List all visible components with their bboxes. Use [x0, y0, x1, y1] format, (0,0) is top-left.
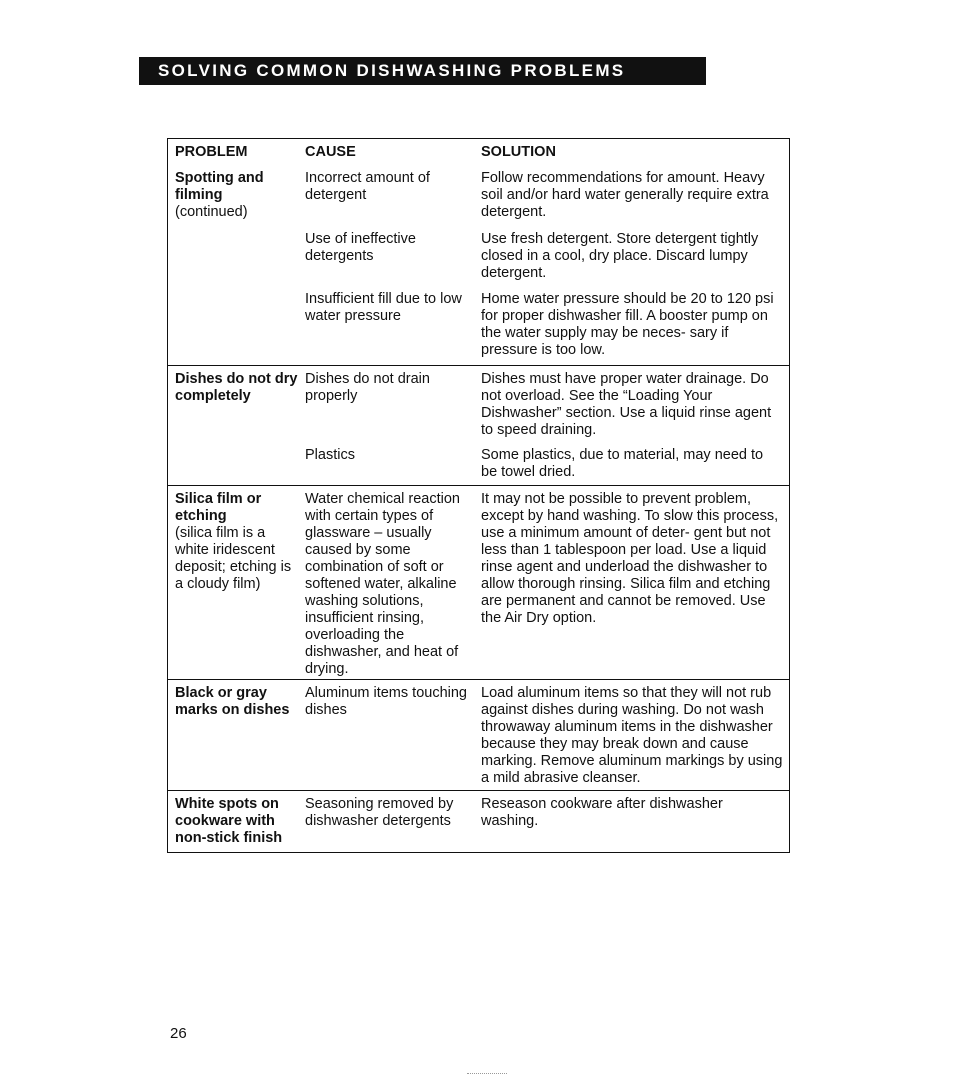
problem-cell — [175, 491, 303, 593]
cause-text: Seasoning removed by dishwasher detergents — [305, 796, 454, 829]
footer-divider — [467, 1073, 507, 1075]
solution-text: Use fresh detergent. Store detergent tightly closed in a cool, dry place. Discard lumpy detergent. — [481, 231, 759, 281]
table-row — [168, 365, 789, 486]
problem-cell — [175, 371, 303, 405]
problem-note: (silica film is a white iridescent deposit; etching is a cloudy film) — [175, 525, 292, 592]
solution-text: It may not be possible to prevent problem, except by hand washing. To slow this process, use a minimum amount of deter- gent but not less than 1 tablespoon per load. Use a liquid rinse agent and underload the dishwasher to allow thorough rinsing. Silica film and etching are permanent and cannot be removed. Use the Air Dry option. — [481, 491, 779, 626]
problem-cell — [175, 170, 303, 221]
solution-text: Some plastics, due to material, may need to be towel dried. — [481, 447, 764, 480]
solution-text: Load aluminum items so that they will not rub against dishes during washing. Do not wash throwaway aluminum items in the dishwasher because they may break down and cause marking. Remove aluminum markings by using a mild abrasive cleanser. — [481, 685, 783, 786]
problem-title: Spotting and filming — [175, 170, 264, 203]
table-row — [168, 679, 789, 791]
cause-text: Plastics — [305, 447, 355, 463]
problem-title: Black or gray marks on dishes — [175, 685, 290, 718]
solution-text: Reseason cookware after dishwasher washing. — [481, 796, 723, 829]
header-cause: CAUSE — [305, 144, 356, 160]
cause-text: Incorrect amount of detergent — [305, 170, 430, 203]
header-problem: PROBLEM — [175, 144, 248, 160]
table-row — [168, 170, 789, 366]
page-number: 26 — [170, 1025, 187, 1042]
cause-text: Insufficient fill due to low water pressure — [305, 291, 462, 324]
cause-text: Aluminum items touching dishes — [305, 685, 467, 718]
troubleshooting-table — [167, 138, 790, 853]
problem-cell — [175, 685, 303, 719]
table-header-row — [168, 139, 789, 169]
table-row — [168, 790, 789, 852]
solution-text: Dishes must have proper water drainage. Do not overload. See the “Loading Your Dishwasher” section. Use a liquid rinse agent to speed draining. — [481, 371, 772, 438]
problem-title: Silica film or etching — [175, 491, 262, 524]
problem-title: Dishes do not dry completely — [175, 371, 298, 404]
header-solution: SOLUTION — [481, 144, 556, 160]
solution-text: Home water pressure should be 20 to 120 psi for proper dishwasher fill. A booster pump on the water supply may be neces- sary if pressure is too low. — [481, 291, 774, 358]
table-row — [168, 485, 789, 680]
problem-note: (continued) — [175, 204, 248, 220]
solution-text: Follow recommendations for amount. Heavy soil and/or hard water generally require extra detergent. — [481, 170, 769, 220]
problem-cell — [175, 796, 303, 847]
section-banner: SOLVING COMMON DISHWASHING PROBLEMS — [139, 57, 706, 85]
problem-title: White spots on cookware with non-stick finish — [175, 796, 283, 846]
cause-text: Dishes do not drain properly — [305, 371, 430, 404]
cause-text: Use of ineffective detergents — [305, 231, 416, 264]
cause-text: Water chemical reaction with certain types of glassware – usually caused by some combination of soft or softened water, alkaline washing solutions, insufficient rinsing, overloading the dishwasher, and heat of drying. — [305, 491, 460, 677]
